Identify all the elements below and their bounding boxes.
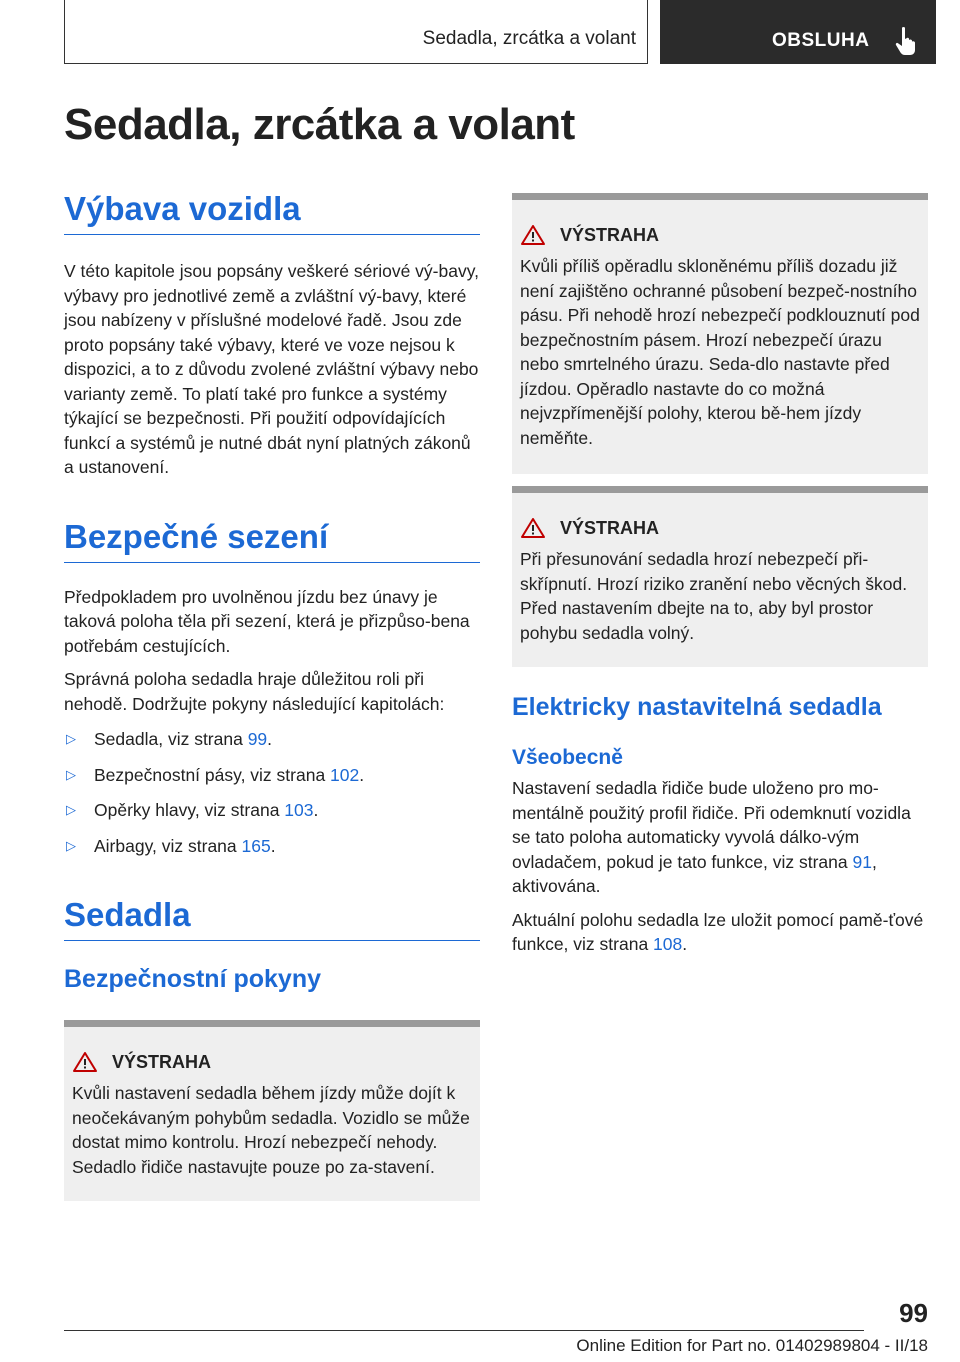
sezeni-paragraph-1: Předpokladem pro uvolněnou jízdu bez únavy je taková poloha těla při sezení, která je přizpůso-bena potřebám cestujících.	[64, 586, 470, 656]
warning-header	[520, 224, 920, 246]
warning-box	[512, 193, 928, 474]
warning-triangle-icon	[72, 1051, 98, 1073]
section-heading-sezeni: Bezpečné sezení	[64, 518, 480, 563]
warning-text: Kvůli příliš opěradlu skloněnému příliš dozadu již není zajištěno ochranné působení bezpeč-nostního pásu. Při nehodě hrozí nebezpečí podklouznutí pod bezpečnostním pásem. Hrozí nebezpečí úrazu nebo smrtelného úrazu. Seda-dlo nastavte před jízdou. Opěradlo nastavte do co možná nejvzpřímenější polohy, kterou bě-hem jízdy neměňte.	[520, 256, 920, 448]
list-item-text: Sedadla, viz strana	[94, 729, 248, 749]
page-number: 99	[899, 1298, 928, 1328]
subheading-bezpecnostni-pokyny: Bezpečnostní pokyny	[64, 965, 321, 993]
warning-box	[64, 1020, 480, 1201]
triangle-bullet-icon: ▷	[66, 731, 76, 746]
triangle-bullet-icon: ▷	[66, 766, 76, 782]
warning-box	[512, 486, 928, 667]
warning-label: VÝSTRAHA	[560, 517, 660, 538]
paragraph-text: Nastavení sedadla řidiče bude uloženo pro mo-mentálně použitý profil řidiče. Při odemknutí vozidla se tato poloha automaticky vyvolá dálko-vým ovladačem, pokud je tato funkce, viz strana	[512, 778, 911, 872]
header-section-title: Sedadla, zrcátka a volant	[422, 28, 636, 49]
warning-text: Při přesunování sedadla hrozí nebezpečí při-skřípnutí. Hrozí riziko zranění nebo věcných škod. Před nastavením dbejte na to, aby byl prostor pohybu sedadla volný.	[520, 549, 908, 643]
warning-text: Kvůli nastavení sedadla během jízdy může dojít k neočekávaným pohybům sedadla. Vozidlo se může dostat mimo kontrolu. Hrozí nebezpečí nehody. Sedadlo řidiče nastavujte pouze po za-stavení.	[72, 1083, 470, 1177]
paragraph-text: , aktivována.	[512, 851, 877, 896]
warning-header	[72, 1051, 472, 1073]
warning-label: VÝSTRAHA	[560, 224, 660, 245]
list-item-text: Opěrky hlavy, viz strana	[94, 800, 285, 820]
section-heading-vybava: Výbava vozidla	[64, 190, 480, 235]
hand-pointer-icon	[894, 26, 922, 56]
page-link[interactable]: 99	[247, 729, 268, 749]
page-link[interactable]: 103	[284, 800, 314, 820]
paragraph-text: .	[682, 934, 688, 954]
page-link[interactable]: 108	[653, 934, 683, 954]
paragraph-text: Aktuální polohu sedadla lze uložit pomocí pamě-ťové funkce, viz strana	[512, 909, 924, 954]
footer-rule	[64, 1330, 864, 1331]
page-link[interactable]: 165	[241, 835, 271, 856]
warning-header	[520, 517, 920, 539]
elektricky-paragraph-1	[512, 776, 928, 899]
elektricky-paragraph-2	[512, 908, 928, 957]
header-tab-label: OBSLUHA	[772, 30, 870, 51]
warning-triangle-icon	[520, 224, 546, 246]
footer-edition: Online Edition for Part no. 01402989804 - II/18	[576, 1336, 928, 1355]
right-column	[512, 193, 928, 957]
left-column	[64, 190, 480, 1201]
list-item-text: Airbagy, viz strana	[94, 835, 242, 856]
warning-label: VÝSTRAHA	[112, 1051, 212, 1072]
sezeni-paragraph-2: Správná poloha sedadla hraje důležitou roli při nehodě. Dodržujte pokyny následující kapitolách:	[64, 669, 445, 714]
section-heading-sedadla: Sedadla	[64, 896, 480, 941]
page-title: Sedadla, zrcátka a volant	[64, 100, 575, 149]
triangle-bullet-icon: ▷	[66, 802, 76, 817]
list-item: ▷ Bezpečnostní pásy, viz strana 102.	[64, 763, 480, 788]
subheading-elektricky: Elektricky nastavitelná sedadla	[512, 693, 882, 721]
subheading-vseobecne: Všeobecně	[512, 746, 623, 769]
triangle-bullet-icon: ▷	[66, 837, 76, 853]
list-item: ▷ Sedadla, viz strana 99.	[64, 727, 480, 752]
warning-triangle-icon	[520, 517, 546, 539]
page-link[interactable]: 91	[852, 851, 872, 872]
vybava-paragraph: V této kapitole jsou popsány veškeré sériové vý-bavy, výbavy pro jednotlivé země a zvláštní vý-bavy, které jsou nabízeny v příslušné modelové řadě. Jsou zde proto popsány také výbavy, které ve voze nejsou k dispozici, a to z důvodu zvolené zvláštní výbavy nebo varianty země. To platí také pro funkce a systémy týkající se bezpečnosti. Při použití odpovídajících funkcí a systémů je nutné dbát nyní platných zákonů a ustanovení.	[64, 261, 480, 477]
list-item-text: Bezpečnostní pásy, viz strana	[94, 764, 331, 785]
header-tab-obsluha[interactable]	[660, 0, 936, 64]
page-link[interactable]: 102	[330, 764, 360, 785]
list-item: ▷ Airbagy, viz strana 165.	[64, 834, 480, 859]
list-item: ▷ Opěrky hlavy, viz strana 103.	[64, 798, 480, 823]
sezeni-list	[64, 727, 480, 858]
